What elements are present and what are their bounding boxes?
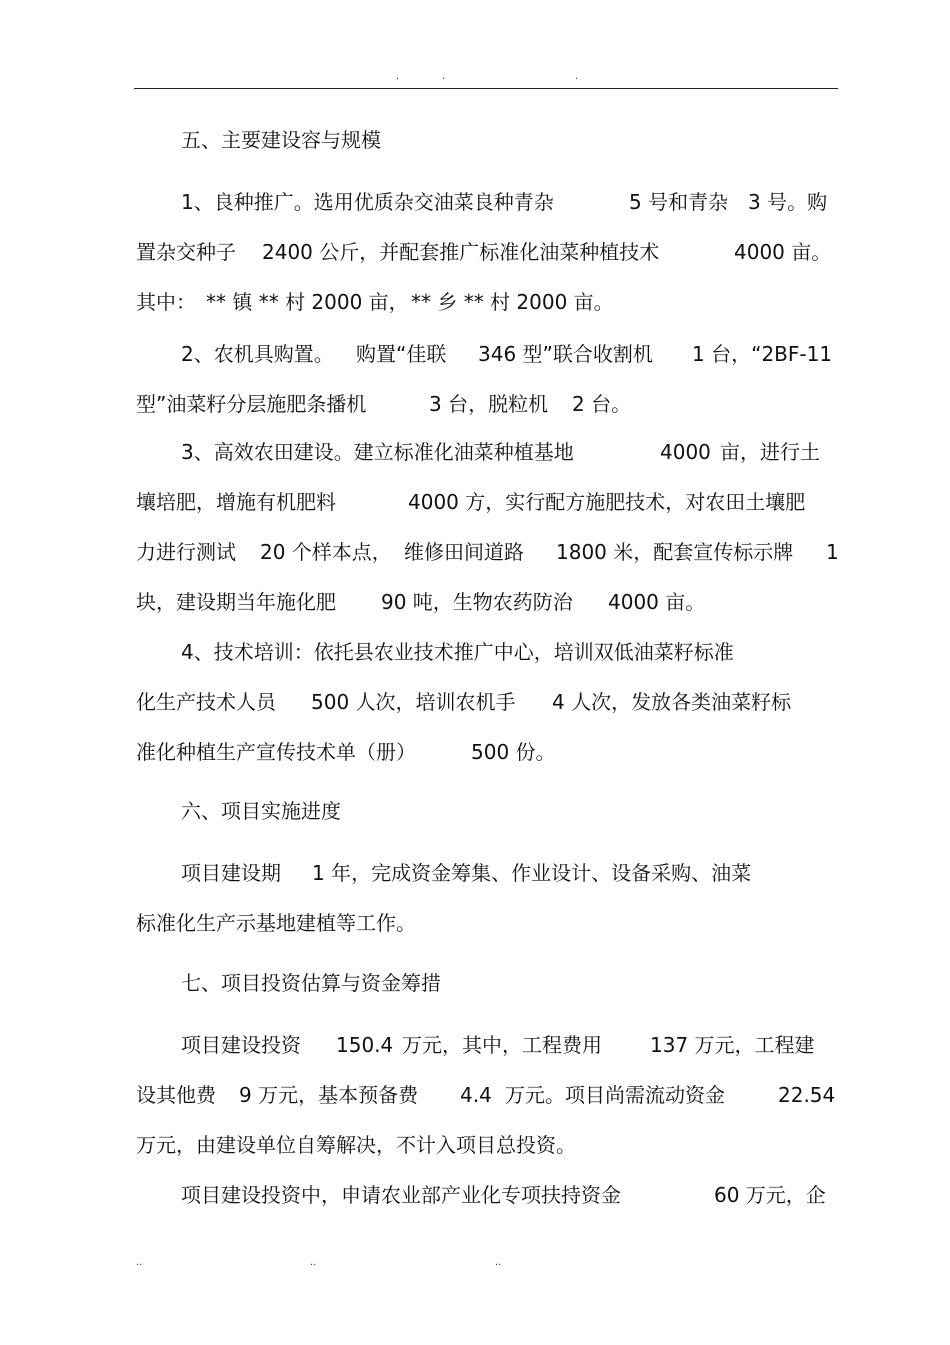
text-segment: 90 吨，生物农药防治 <box>381 590 573 614</box>
text-segment: 2 台。 <box>572 392 632 416</box>
text-segment: 化生产技术人员 <box>136 690 276 714</box>
text-segment: ** 乡 ** 村 2000 亩。 <box>411 290 614 314</box>
text-segment: 3、高效农田建设。建立标准化油菜种植基地 <box>181 440 574 464</box>
text-segment: 3 台，脱粒机 <box>429 392 549 416</box>
text-segment: 5 号和青杂 <box>629 190 729 214</box>
text-segment: 块，建设期当年施化肥 <box>136 590 336 614</box>
text-segment: 维修田间道路 <box>404 540 524 564</box>
body-line <box>0 287 950 317</box>
text-segment: 60 万元，企 <box>714 1183 826 1207</box>
text-segment: 4000 亩。 <box>734 240 832 264</box>
body-line <box>0 1130 950 1160</box>
body-line <box>0 187 950 217</box>
text-segment: 1800 米，配套宣传标示牌 <box>556 540 794 564</box>
text-segment: 型”油菜籽分层施肥条播机 <box>136 392 367 416</box>
text-segment: 其中： <box>136 290 196 314</box>
text-segment: 准化种植生产宣传技术单（册） <box>136 740 416 764</box>
header-dot: . <box>442 71 446 82</box>
text-segment: 项目建设投资中，申请农业部产业化专项扶持资金 <box>181 1183 621 1207</box>
text-segment: 项目建设期 <box>181 861 281 885</box>
body-line <box>0 858 950 888</box>
text-segment: 万元，由建设单位自筹解决，不计入项目总投资。 <box>136 1133 576 1157</box>
footer-dot: .. <box>310 1257 317 1268</box>
body-line <box>0 237 950 267</box>
text-segment: ** 镇 ** 村 2000 亩， <box>206 290 409 314</box>
text-segment: 壤培肥，增施有机肥料 <box>136 490 336 514</box>
body-line <box>0 487 950 517</box>
text-segment: 1、良种推广。选用优质杂交油菜良种青杂 <box>181 190 554 214</box>
text-segment: 亩，进行土 <box>720 440 820 464</box>
body-line <box>0 737 950 767</box>
text-segment: 万元。项目尚需流动资金 <box>505 1083 725 1107</box>
text-segment: 置杂交种子 <box>136 240 236 264</box>
body-line <box>0 1180 950 1210</box>
footer-dot: .. <box>136 1257 143 1268</box>
body-line <box>0 587 950 617</box>
text-segment: 力进行测试 <box>136 540 236 564</box>
text-segment: 22.54 <box>778 1083 836 1107</box>
text-segment: 4000 亩。 <box>608 590 706 614</box>
header-rule <box>134 88 838 89</box>
section-heading <box>0 968 950 998</box>
text-segment: 150.4 <box>336 1033 394 1057</box>
text-segment: 万元，其中，工程费用 <box>402 1033 602 1057</box>
body-line <box>0 537 950 567</box>
text-segment: 20 个样本点， <box>260 540 392 564</box>
body-line <box>0 437 950 467</box>
section-heading <box>0 796 950 826</box>
text-segment: 137 万元，工程建 <box>650 1033 815 1057</box>
text-segment: 346 型”联合收割机 <box>478 342 653 366</box>
text-segment: 500 人次，培训农机手 <box>311 690 516 714</box>
section-heading <box>0 125 950 155</box>
body-line <box>0 1030 950 1060</box>
text-segment: 五、主要建设容与规模 <box>181 128 381 152</box>
text-segment: 2400 公斤，并配套推广标准化油菜种植技术 <box>262 240 660 264</box>
text-segment: 1 台，“2BF-11 <box>692 342 833 366</box>
body-line <box>0 908 950 938</box>
footer-dot: .. <box>495 1257 502 1268</box>
text-segment: 设其他费 <box>136 1083 216 1107</box>
text-segment: 购置“佳联 <box>356 342 447 366</box>
body-line <box>0 339 950 369</box>
body-line <box>0 687 950 717</box>
text-segment: 4.4 <box>460 1083 492 1107</box>
body-line <box>0 1080 950 1110</box>
text-segment: 500 份。 <box>471 740 556 764</box>
text-segment: 3 号。购 <box>748 190 828 214</box>
body-line <box>0 637 950 667</box>
text-segment: 4000 方，实行配方施肥技术，对农田土壤肥 <box>408 490 806 514</box>
text-segment: 项目建设投资 <box>181 1033 301 1057</box>
text-segment: 七、项目投资估算与资金筹措 <box>181 971 441 995</box>
text-segment: 4000 <box>660 440 711 464</box>
text-segment: 4 人次，发放各类油菜籽标 <box>552 690 792 714</box>
text-segment: 六、项目实施进度 <box>181 799 341 823</box>
text-segment: 标准化生产示基地建植等工作。 <box>136 911 416 935</box>
text-segment: 9 万元，基本预备费 <box>239 1083 419 1107</box>
text-segment: 4、技术培训：依托县农业技术推广中心，培训双低油菜籽标准 <box>181 640 734 664</box>
text-segment: 1 年，完成资金筹集、作业设计、设备采购、油菜 <box>312 861 752 885</box>
header-dot: . <box>396 71 400 82</box>
text-segment: 1 <box>826 540 839 564</box>
header-dot: . <box>575 71 579 82</box>
body-line <box>0 389 950 419</box>
text-segment: 2、农机具购置。 <box>181 342 334 366</box>
